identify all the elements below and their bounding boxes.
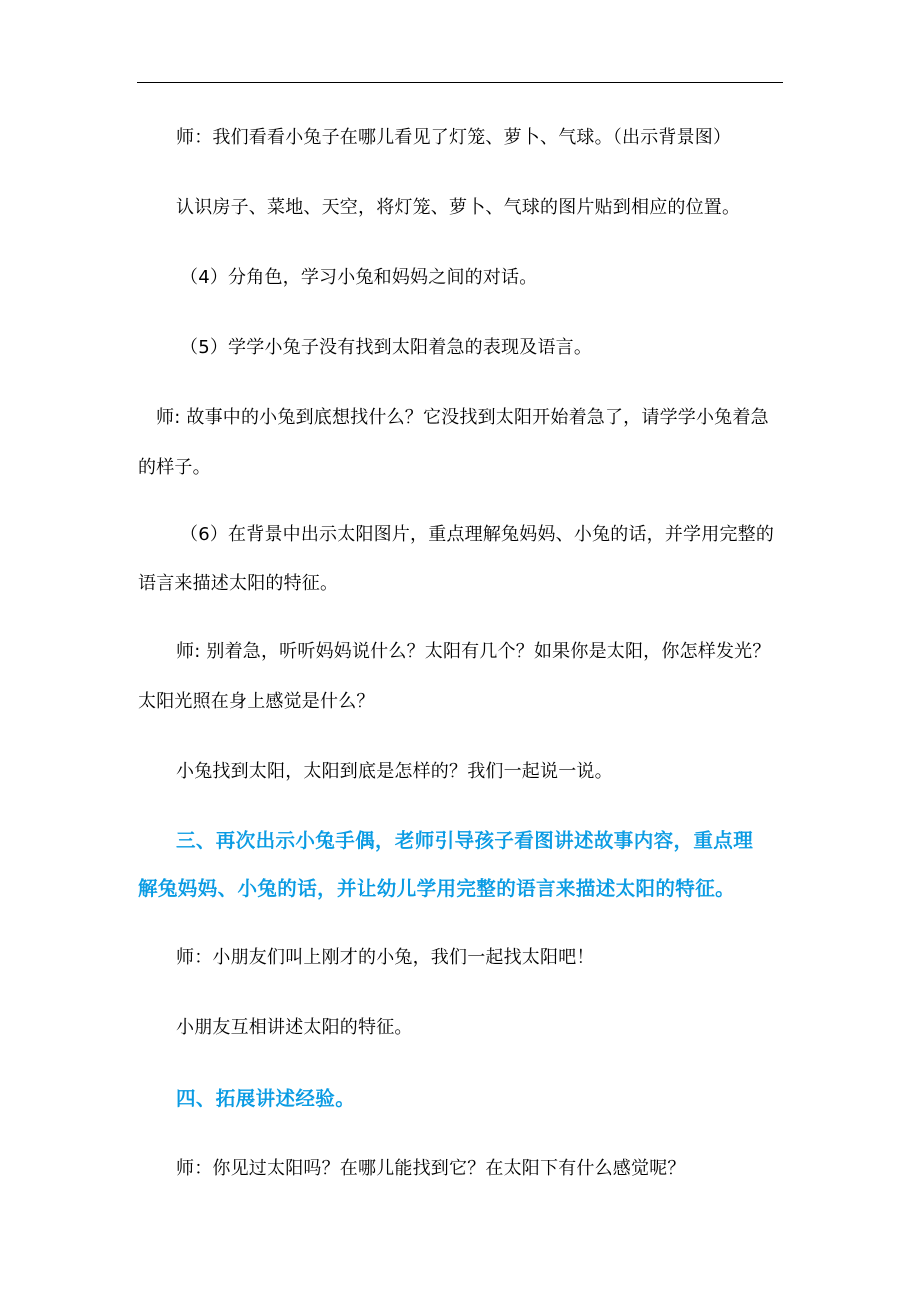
paragraph-teacher-question-line-1: 师: 故事中的小兔到底想找什么？它没找到太阳开始着急了，请学学小兔着急 [156, 407, 769, 428]
paragraph-dont-worry-line-1: 师: 别着急，听听妈妈说什么？太阳有几个？如果你是太阳，你怎样发光？ [176, 641, 771, 662]
section-heading-3-line-1: 三、再次出示小兔手偶，老师引导孩子看图讲述故事内容，重点理 [176, 829, 754, 852]
paragraph-dont-worry-line-2: 太阳光照在身上感觉是什么？ [138, 691, 375, 712]
paragraph-step-4: （4）分角色，学习小兔和妈妈之间的对话。 [180, 267, 538, 288]
paragraph-children-describe: 小朋友互相讲述太阳的特征。 [176, 1017, 413, 1038]
section-heading-3-line-2: 解兔妈妈、小兔的话，并让幼儿学用完整的语言来描述太阳的特征。 [138, 877, 736, 900]
paragraph-seen-sun: 师：你见过太阳吗？在哪儿能找到它？在太阳下有什么感觉呢？ [176, 1158, 686, 1179]
paragraph-call-rabbit: 师：小朋友们叫上刚才的小兔，我们一起找太阳吧！ [176, 947, 595, 968]
paragraph-teacher-question-line-2: 的样子。 [138, 457, 211, 478]
paragraph-rabbit-found-sun: 小兔找到太阳，太阳到底是怎样的？我们一起说一说。 [176, 761, 613, 782]
paragraph-step-6-line-2: 语言来描述太阳的特征。 [138, 573, 339, 594]
paragraph-recognize-places: 认识房子、菜地、天空，将灯笼、萝卜、气球的图片贴到相应的位置。 [176, 197, 741, 218]
paragraph-step-6-line-1: （6）在背景中出示太阳图片，重点理解兔妈妈、小兔的话，并学用完整的 [180, 524, 775, 545]
paragraph-step-5: （5）学学小兔子没有找到太阳着急的表现及语言。 [180, 337, 593, 358]
header-rule [137, 82, 783, 83]
paragraph-teacher-look-scene: 师：我们看看小兔子在哪儿看见了灯笼、萝卜、气球。（出示背景图） [176, 127, 732, 148]
section-heading-4: 四、拓展讲述经验。 [176, 1087, 356, 1110]
